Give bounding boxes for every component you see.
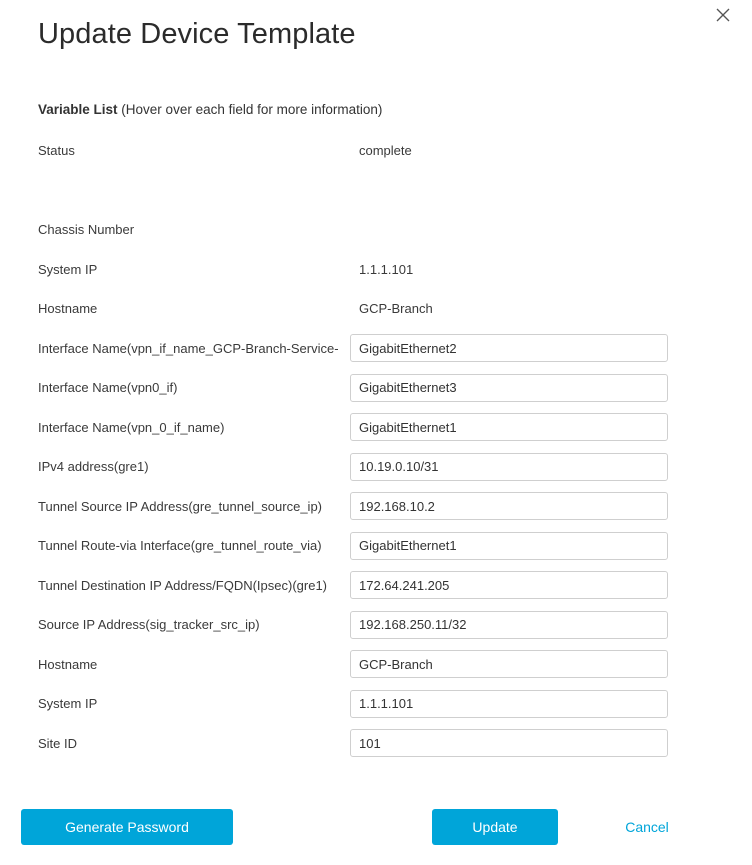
variable-list-label: Variable List [38,102,118,117]
variable-row [0,171,752,211]
variable-input[interactable] [350,374,668,402]
generate-password-button[interactable]: Generate Password [21,809,233,845]
update-button[interactable]: Update [432,809,558,845]
variable-row [0,566,752,606]
variable-input[interactable] [350,532,668,560]
variable-input[interactable] [350,453,668,481]
variable-input[interactable] [350,729,668,757]
variable-label: Status [38,143,75,159]
variable-label: IPv4 address(gre1) [38,459,149,475]
variable-input[interactable] [350,690,668,718]
variable-row [0,289,752,329]
variable-row [0,210,752,250]
variable-label: Interface Name(vpn0_if) [38,380,178,396]
variable-label: Chassis Number [38,222,135,238]
variable-value: GCP-Branch [359,301,433,317]
variable-label: Tunnel Destination IP Address/FQDN(Ipsec)(gre1) [38,577,328,593]
dialog-footer [0,809,752,845]
variable-label: Hostname [38,656,98,672]
variable-label: Site ID [38,735,78,751]
variable-row [0,408,752,448]
variable-label: Tunnel Route-via Interface(gre_tunnel_route_via) [38,538,322,554]
variable-row [0,250,752,290]
variable-row [0,645,752,685]
variable-label: System IP [38,261,98,277]
variable-row [0,724,752,764]
variable-row [0,526,752,566]
variable-row [0,487,752,527]
variable-row [0,684,752,724]
variable-row [0,605,752,645]
variable-input[interactable] [350,334,668,362]
variable-value: complete [359,143,412,159]
variable-list-hint: (Hover over each field for more information) [117,102,383,117]
variable-input[interactable] [350,413,668,441]
variable-row [0,329,752,369]
close-icon[interactable] [712,4,734,26]
page-title: Update Device Template [38,18,356,50]
variable-row [0,131,752,171]
variable-row [0,368,752,408]
variable-input[interactable] [350,650,668,678]
variable-label: System IP [38,696,98,712]
variable-input[interactable] [350,492,668,520]
cancel-button[interactable]: Cancel [592,809,702,845]
variable-label: Tunnel Source IP Address(gre_tunnel_source_ip) [38,498,323,514]
variable-label: Hostname [38,301,98,317]
variable-input[interactable] [350,571,668,599]
variable-label: Source IP Address(sig_tracker_src_ip) [38,617,260,633]
variable-list-fields [0,131,752,763]
variable-value: 1.1.1.101 [359,261,414,277]
variable-row [0,447,752,487]
variable-list-heading [38,102,382,117]
variable-label: Interface Name(vpn_if_name_GCP-Branch-Service- [38,340,339,356]
variable-label: Interface Name(vpn_0_if_name) [38,419,225,435]
variable-input[interactable] [350,611,668,639]
